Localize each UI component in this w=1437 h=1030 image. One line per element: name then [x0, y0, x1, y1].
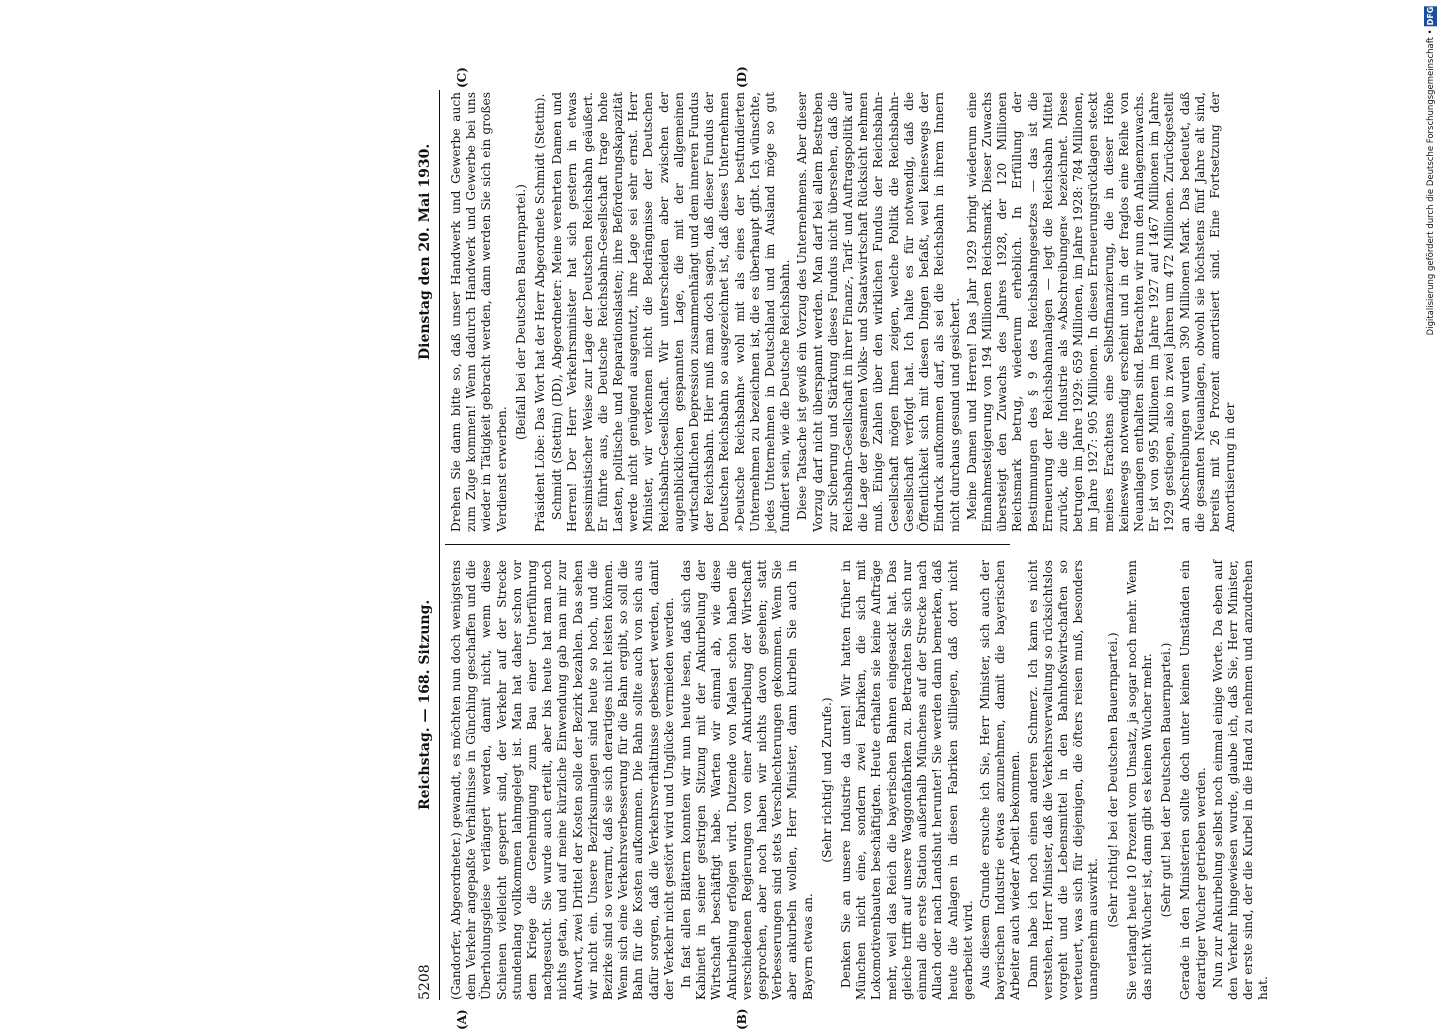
rotated-document-page	[415, 90, 1015, 1000]
interjection: (Sehr gut! bei der Deutschen Bauernpartei.)	[1159, 560, 1174, 1000]
right-column	[449, 92, 1240, 532]
margin-mark-b: (B)	[735, 1009, 749, 1030]
margin-mark-d: (D)	[735, 66, 749, 88]
paragraph: Dann habe ich noch einen anderen Schmerz. Ich kann es nicht verstehen, Herr Minister, daß die Verkehrsverwaltung so rücksichtslos vorgeht und die Lebensmittel in den Bahnhofswirtschaften so verteuert, was sich für diejenigen, die öfters reisen muß, besonders unangenehm auswirkt.	[1026, 560, 1102, 1000]
digitization-credit	[1424, 6, 1437, 335]
paragraph: Aus diesem Grunde ersuche ich Sie, Herr Minister, sich auch der bayerischen Industrie etwas anzunehmen, damit die bayerischen Arbeiter auch wieder Arbeit bekommen.	[978, 560, 1024, 1000]
column-divider	[445, 544, 1010, 545]
interjection: (Sehr richtig! und Zurufe.)	[820, 560, 835, 1000]
interjection: (Beifall bei der Deutschen Bauernpartei.)	[514, 92, 529, 532]
page-header	[415, 90, 440, 1000]
credit-text: Digitalisierung gefördert durch die Deutsche Forschungsgemeinschaft •	[1426, 29, 1436, 335]
margin-mark-c: (C)	[455, 67, 469, 88]
session-date: Dienstag den 20. Mai 1930.	[417, 144, 433, 360]
paragraph: Gerade in den Ministerien sollte doch unter keinen Umständen ein derartiger Wucher getrieben werden.	[1178, 560, 1208, 1000]
page-number: 5208	[417, 964, 433, 1000]
dfg-logo: DFG	[1424, 6, 1437, 27]
speaker-paragraph: Schmidt (Stettin) (DD), Abgeordneter: Meine verehrten Damen und Herren! Der Herr Verkehrsminister hat sich gestern in etwas pessimistischer Weise zur Lage der Deutschen Reichsbahn geäußert. Er führte aus, die Deutsche Reichsbahn-Gesellschaft trage hohe Lasten, politische und Reparationslasten; ihre Beförderungskapazität werde nicht genügend ausgenutzt, ihre Lage sei sehr ernst. Herr Minister, wir verkennen nicht die Bedrängnisse der Deutschen Reichsbahn-Gesellschaft. Wir unterscheiden aber zwischen der augenblicklichen gespannten Lage, die mit der allgemeinen wirtschaftlichen Depression zusammenhängt und dem inneren Fundus der Reichsbahn. Hier muß man doch sagen, daß dieser Fundus der Deutschen Reichsbahn so ausgezeichnet ist, daß dieses Unternehmen »Deutsche Reichsbahn« wohl mit als eines der bestfundierten Unternehmen zu bezeichnen ist, die es überhaupt gibt. Ich wünschte, jedes Unternehmen in Deutschland und im Ausland möge so gut fundiert sein, wie die Deutsche Reichsbahn.	[550, 92, 793, 532]
interjection: (Sehr richtig! bei der Deutschen Bauernpartei.)	[1106, 560, 1121, 1000]
paragraph: In fast allen Blättern konnten wir nun heute lesen, daß sich das Kabinett in seiner gestrigen Sitzung mit der Ankurbelung der Wirtschaft beschäftigt habe. Warten wir einmal ab, wie diese Ankurbelung erfolgen wird. Dutzende von Malen schon haben die verschiedenen Regierungen von einer Ankurbelung der Wirtschaft gesprochen, aber noch haben wir nichts davon gesehen; statt Verbesserungen sind stets Verschlechterungen gekommen. Wenn Sie aber ankurbeln wollen, Herr Minister, dann kurbeln Sie auch in Bayern etwas an.	[679, 560, 816, 1000]
paragraph: Nun zur Ankurbelung selbst noch einmal einige Worte. Da eben auf den Verkehr hingewiesen wurde, glaube ich, daß Sie, Herr Minister, der erste sind, der die Kurbel in die Hand zu nehmen und anzudrehen hat.	[1211, 560, 1272, 1000]
paragraph: Denken Sie an unsere Industrie da unten! Wir hatten früher in München nicht eine, sondern zwei Fabriken, die sich mit Lokomotivenbauten beschäftigten. Heute erhalten sie keine Aufträge mehr, weil das Reich die bayerischen Bahnen eingesackt hat. Das gleiche trifft auf unsere Waggonfabriken zu. Betrachten Sie sich nur einmal die erste Station außerhalb Münchens auf der Strecke nach Allach oder nach Landshut herunter! Sie werden dann bemerken, daß heute die Anlagen in diesen Fabriken stilliegen, daß dort nicht gearbeitet wird.	[839, 560, 976, 1000]
paragraph: Diese Tatsache ist gewiß ein Vorzug des Unternehmens. Aber dieser Vorzug darf nicht überspannt werden. Man darf bei allem Bestreben zur Sicherung und Stärkung dieses Fundus nicht übersehen, daß die Reichsbahn-Gesellschaft in ihrer Finanz-, Tarif- und Auftragspolitik auf die Lage der gesamten Volks- und Staatswirtschaft Rücksicht nehmen muß. Einige Zahlen über den wirklichen Fundus der Reichsbahn-Gesellschaft mögen Ihnen zeigen, welche Politik die Reichsbahn-Gesellschaft verfolgt hat. Ich halte es für notwendig, daß die Öffentlichkeit sich mit diesen Dingen befaßt, weil keineswegs der Eindruck aufkommen darf, als sei die Reichsbahn in ihrem Innern nicht durchaus gesund und gesichert.	[795, 92, 962, 532]
paragraph: Drehen Sie dann bitte so, daß unser Handwerk und Gewerbe auch zum Zuge kommen! Wenn dadurch Handwerk und Gewerbe bei uns wieder in Tätigkeit gebracht werden, dann werden Sie sich ein großes Verdienst erwerben.	[449, 92, 510, 532]
speaker-paragraph: Präsident Löbe: Das Wort hat der Herr Abgeordnete Schmidt (Stettin).	[533, 92, 548, 532]
left-column	[449, 560, 1274, 1000]
paragraph: Meine Damen und Herren! Das Jahr 1929 bringt wiederum eine Einnahmesteigerung von 194 Millionen Reichsmark. Dieser Zuwachs übersteigt den Zuwachs des Jahres 1928, der 120 Millionen Reichsmark betrug, wiederum erheblich. In Erfüllung der Bestimmungen des § 9 des Reichsbahngesetzes — das ist die Erneuerung der Reichsbahnanlagen — legt die Reichsbahn Mittel zurück, die die Industrie als »Abschreibungen« bezeichnet. Diese betrugen im Jahre 1929: 659 Millionen, im Jahre 1928: 784 Millionen, im Jahre 1927: 905 Millionen. In diesen Erneuerungsrücklagen steckt meines Erachtens eine Selbstfinanzierung, die in dieser Höhe keineswegs notwendig erscheint und in der fraglos eine Reihe von Neuanlagen enthalten sind. Betrachten wir nun den Anlagenzuwachs. Er ist von 995 Millionen im Jahre 1927 auf 1467 Millionen im Jahre 1929 gestiegen, also in zwei Jahren um 472 Millionen. Zurückgestellt an Abschreibungen wurden 390 Millionen Mark. Das bedeutet, daß die gesamten Neuanlagen, obwohl sie höchstens fünf Jahre alt sind, bereits mit 26 Prozent amortisiert sind. Eine Fortsetzung der Amortisierung in der	[965, 92, 1239, 532]
margin-mark-a: (A)	[455, 1009, 469, 1030]
session-title: Reichstag. — 168. Sitzung.	[417, 600, 433, 810]
paragraph: (Gandorfer, Abgeordneter.) gewandt, es möchten nun doch wenigstens dem Verkehr angepaßte Verhältnisse in Günching geschaffen und die Überholungsgleise verlängert werden, damit nicht, wenn diese Schienen vielleicht gesperrt sind, der Verkehr auf der Strecke stundenlang vollkommen lahmgelegt ist. Man hat daher schon vor dem Kriege die Genehmigung zum Bau einer Unterführung nachgesucht. Sie wurde auch erteilt, aber bis heute hat man noch nichts getan, und auf meine kürzliche Einwendung gab man mir zur Antwort, zwei Drittel der Kosten solle der Bezirk bezahlen. Das sehen wir nicht ein. Unsere Bezirksumlagen sind heute so hoch, und die Bezirke sind so verarmt, daß sie sich derartiges nicht leisten können. Wenn sich eine Verkehrsverbesserung für die Bahn ergibt, so soll die Bahn für die Kosten aufkommen. Die Bahn sollte auch von sich aus dafür sorgen, daß die Verkehrsverhältnisse gebessert werden, damit der Verkehr nicht gestört wird und Unglücke vermieden werden.	[449, 560, 677, 1000]
paragraph: Sie verlangt heute 10 Prozent vom Umsatz, ja sogar noch mehr. Wenn das nicht Wucher ist, dann gibt es keinen Wucher mehr.	[1125, 560, 1155, 1000]
